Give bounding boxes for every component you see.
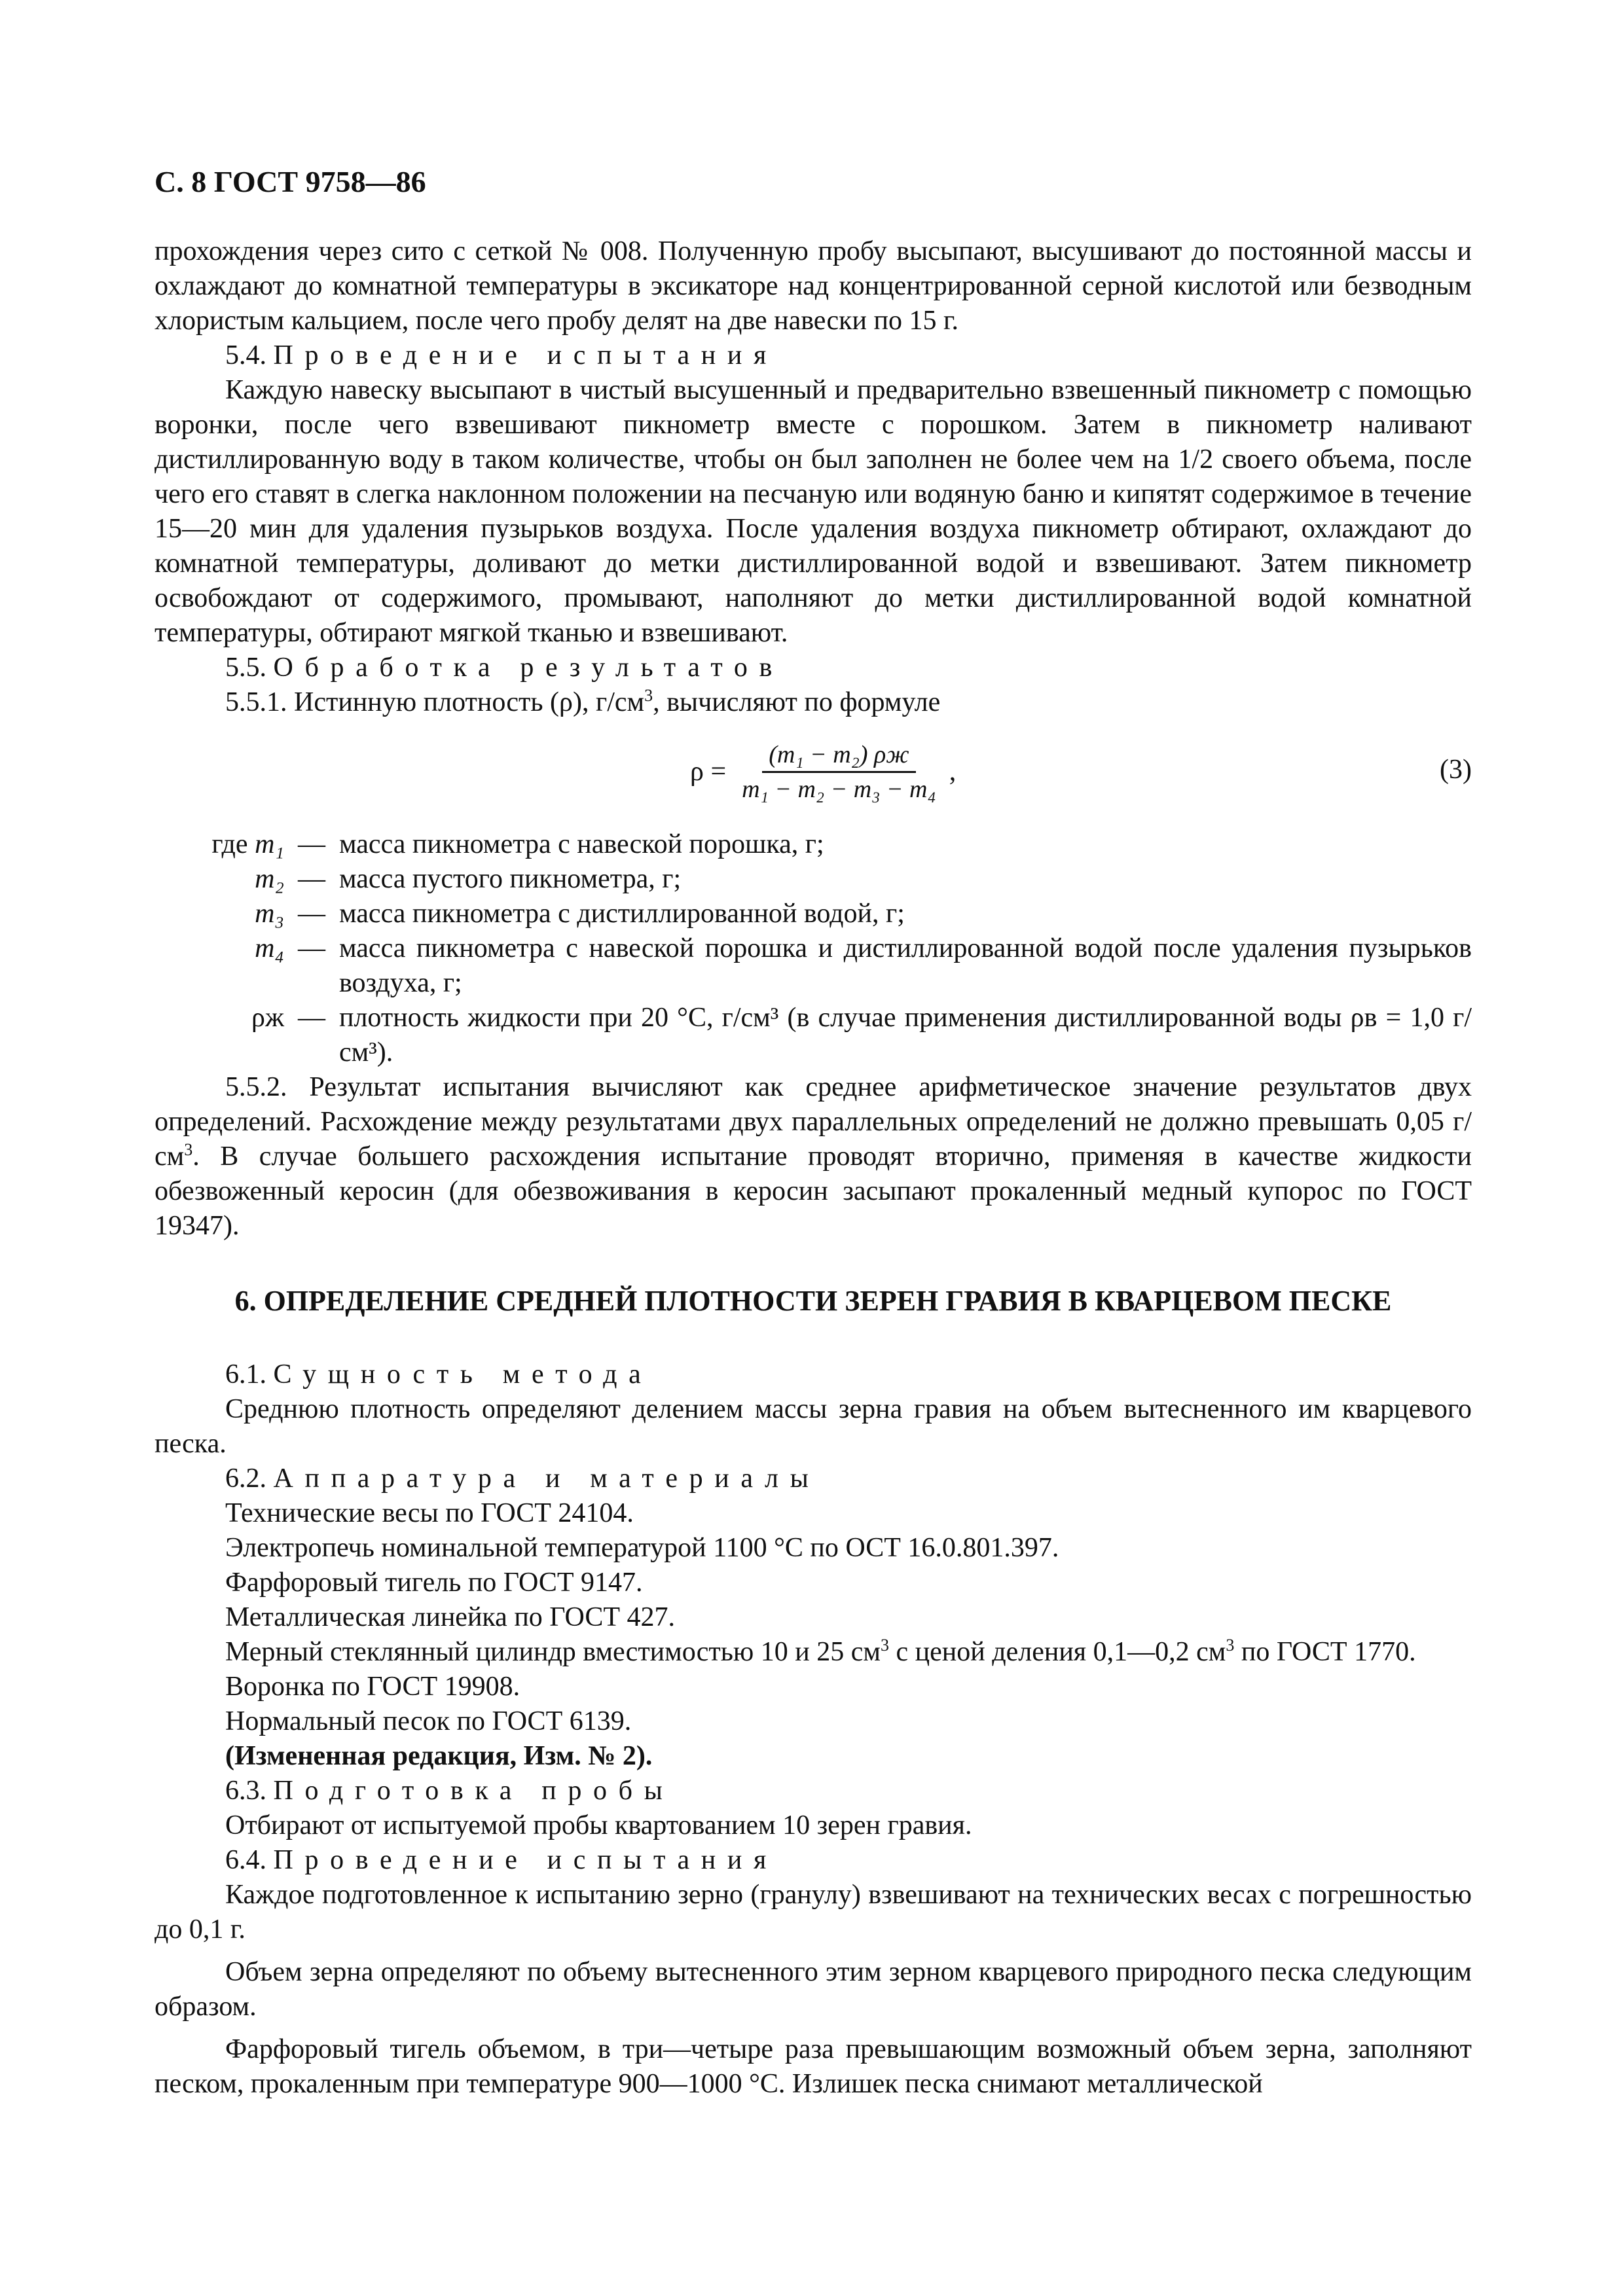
text-run: 5.5.1. Истинную плотность (ρ), г/см [225, 687, 645, 717]
section-6-3-heading [155, 1774, 1472, 1808]
formula-fraction [735, 738, 943, 806]
definition-text: масса пикнометра с навеской порошка, г; [339, 829, 824, 859]
section-number: 6.1. [225, 1359, 266, 1390]
definition-row [155, 931, 1472, 1001]
equipment-item: Фарфоровый тигель по ГОСТ 9147. [225, 1568, 643, 1598]
formula-tail: , [949, 757, 957, 787]
section-number: 5.5. [225, 653, 266, 683]
definition-row [155, 827, 1472, 862]
definition-symbol: ρж [251, 1003, 284, 1033]
text-run: 5.5.2. Результат испытания вычисляют как среднее арифметическое значение результатов двух определений. Расхождение между результатами двух параллельных определений не должно превышать 0,05 г/см [155, 1072, 1472, 1172]
section-5-4-heading [155, 338, 1472, 373]
definition-symbol: m₄ [255, 933, 284, 963]
amendment-note: (Измененная редакция, Изм. № 2). [225, 1741, 653, 1771]
superscript: 3 [881, 1636, 890, 1655]
equation-number: (3) [1440, 755, 1472, 785]
density-formula [690, 738, 956, 806]
superscript: 3 [1226, 1636, 1235, 1655]
text-run: с ценой деления 0,1—0,2 см [889, 1637, 1226, 1667]
definition-text: масса пикнометра с дистиллированной водой, г; [339, 899, 905, 929]
definition-row [155, 1001, 1472, 1070]
text-run: , вычисляют по формуле [653, 687, 941, 717]
equipment-item: Воронка по ГОСТ 19908. [225, 1672, 520, 1702]
definition-row [155, 897, 1472, 931]
definition-text: масса пустого пикнометра, г; [339, 864, 682, 894]
section-6-4-heading [155, 1843, 1472, 1878]
section-title: Сущность метода [273, 1359, 653, 1390]
definition-symbol: m₃ [255, 899, 284, 929]
formula-lhs: ρ = [690, 757, 727, 787]
dash: — [298, 864, 325, 894]
section-title: Проведение испытания [273, 340, 778, 370]
definition-symbol [155, 827, 284, 862]
formula-denominator: m₁ − m₂ − m₃ − m₄ [742, 776, 936, 803]
dash: — [298, 933, 325, 963]
equipment-item: Металлическая линейка по ГОСТ 427. [225, 1602, 676, 1632]
prefix: где [211, 829, 255, 859]
dash: — [298, 899, 325, 929]
section-6-4-paragraph: Фарфоровый тигель объемом, в три—четыре раза превышающим возможный объем зерна, заполняют песком, прокаленным при температуре 900—1000 °С. Излишек песка снимают металлической [155, 2034, 1472, 2099]
section-number: 5.4. [225, 340, 266, 370]
section-5-4-text: Каждую навеску высыпают в чистый высушенный и предварительно взвешенный пикнометр с помощью воронки, после чего взвешивают пикнометр вместе с порошком. Затем в пикнометр наливают дистиллированную воду в таком количестве, чтобы он был заполнен не более чем на 1/2 своего объема, после чего его ставят в слегка наклонном положении на песчаную или водяную баню и кипятят содержимое в течение 15—20 мин для удаления пузырьков воздуха. После удаления воздуха пикнометр обтирают, охлаждают до комнатной температуры, доливают до метки дистиллированной водой и взвешивают. Затем пикнометр освобождают от содержимого, промывают, наполняют до метки дистиллированной водой комнатной температуры, обтирают мягкой тканью и взвешивают. [155, 375, 1472, 648]
equipment-item: Электропечь номинальной температурой 1100 °С по ОСТ 16.0.801.397. [225, 1533, 1059, 1563]
section-6-title: 6. ОПРЕДЕЛЕНИЕ СРЕДНЕЙ ПЛОТНОСТИ ЗЕРЕН ГРАВИЯ В КВАРЦЕВОМ ПЕСКЕ [234, 1285, 1392, 1317]
section-6-1-text: Среднюю плотность определяют делением массы зерна гравия на объем вытесненного им кварцевого песка. [155, 1394, 1472, 1459]
text-run: . В случае большего расхождения испытание проводят вторично, применяя в качестве жидкости обезвоженный керосин (для обезвоживания в керосин засыпают прокаленный медный купорос по ГОСТ 19347). [155, 1141, 1472, 1241]
formula-numerator: (m₁ − m₂) ρж [762, 738, 915, 773]
section-6-2-heading [155, 1462, 1472, 1496]
section-6-4-paragraph: Каждое подготовленное к испытанию зерно (гранулу) взвешивают на технических весах с погрешностью до 0,1 г. [155, 1880, 1472, 1945]
page-header: С. 8 ГОСТ 9758—86 [155, 165, 426, 198]
definition-row [155, 862, 1472, 897]
equipment-item: Технические весы по ГОСТ 24104. [225, 1498, 634, 1528]
section-number: 6.2. [225, 1463, 266, 1494]
document-page [155, 164, 1472, 2102]
definition-symbol: m₂ [255, 864, 284, 894]
section-6-4-paragraph: Объем зерна определяют по объему вытесненного этим зерном кварцевого природного песка следующим образом. [155, 1957, 1472, 2022]
formula-3 [155, 734, 1472, 814]
section-6-1-heading [155, 1357, 1472, 1392]
section-5-5-1-text [155, 685, 1472, 720]
equipment-item: Нормальный песок по ГОСТ 6139. [225, 1706, 632, 1736]
section-title: Подготовка пробы [273, 1776, 674, 1806]
text-run: по ГОСТ 1770. [1234, 1637, 1416, 1667]
section-6-3-text: Отбирают от испытуемой пробы квартованием 10 зерен гравия. [225, 1810, 972, 1840]
paragraph-intro: прохождения через сито с сеткой № 008. Полученную пробу высыпают, высушивают до постоянной массы и охлаждают до комнатной температуры в эксикаторе над концентрированной серной кислотой или безводным хлористым кальцием, после чего пробу делят на две навески по 15 г. [155, 236, 1472, 336]
text-run: Мерный стеклянный цилиндр вместимостью 10 и 25 см [225, 1637, 881, 1667]
definition-text: масса пикнометра с навеской порошка и дистиллированной водой после удаления пузырьков воздуха, г; [339, 933, 1472, 998]
section-number: 6.4. [225, 1845, 266, 1875]
section-5-5-2-text [155, 1070, 1472, 1244]
dash: — [298, 829, 325, 859]
section-title: Проведение испытания [273, 1845, 778, 1875]
superscript: 3 [644, 686, 653, 705]
section-title: Аппаратура и материалы [273, 1463, 820, 1494]
equipment-item-cylinder [155, 1635, 1472, 1670]
section-title: Обработка результатов [273, 653, 784, 683]
section-number: 6.3. [225, 1776, 266, 1806]
dash: — [298, 1003, 325, 1033]
section-5-5-heading [155, 651, 1472, 685]
symbol: m₁ [255, 829, 284, 859]
definition-text: плотность жидкости при 20 °С, г/см³ (в случае применения дистиллированной воды ρв = 1,0 г/см³). [339, 1003, 1472, 1067]
variable-definitions [155, 827, 1472, 1070]
superscript: 3 [184, 1140, 193, 1159]
